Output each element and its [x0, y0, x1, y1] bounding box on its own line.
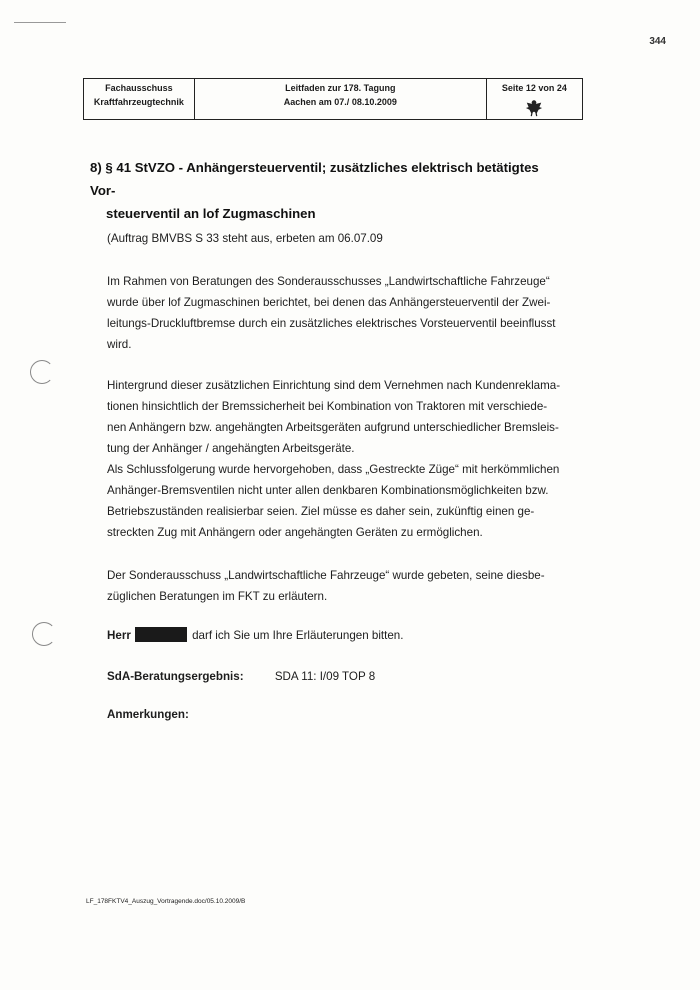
- text-line: nen Anhängern bzw. angehängten Arbeitsgeräten aufgrund unterschiedlicher Bremsleis-: [107, 421, 559, 434]
- assignment-text: (Auftrag BMVBS S 33 steht aus, erbeten am 06.07.09: [107, 232, 383, 245]
- section-title-line1: 8) § 41 StVZO - Anhängersteuerventil; zusätzliches elektrisch betätigtes Vor-: [90, 160, 539, 198]
- remarks-heading: Anmerkungen:: [107, 708, 189, 721]
- text-line: Als Schlussfolgerung wurde hervorgehoben, dass „Gestreckte Züge“ mit herkömmlichen: [107, 463, 560, 476]
- text-line: Der Sonderausschuss „Landwirtschaftliche Fahrzeuge“ wurde gebeten, seine diesbe-: [107, 569, 545, 582]
- committee-line2: Kraftfahrzeugtechnik: [93, 97, 184, 107]
- footer-file-path: LF_178FKTV4_Auszug_Vortragende.doc/05.10.2009/B: [86, 898, 246, 905]
- committee-cell: [84, 79, 195, 120]
- punch-hole-mark: [32, 622, 56, 646]
- page-cell: [486, 79, 582, 120]
- text-line: wird.: [107, 338, 132, 351]
- document-header: [83, 78, 583, 120]
- paragraph-request: [107, 565, 577, 607]
- redacted-name: [135, 627, 187, 642]
- meeting-cell: [194, 79, 486, 120]
- meeting-line1: Leitfaden zur 178. Tagung: [285, 83, 396, 93]
- paragraph-background-1: [107, 271, 577, 355]
- section-title: [90, 156, 560, 225]
- text-line: Hintergrund dieser zusätzlichen Einrichtung sind dem Vernehmen nach Kundenreklama-: [107, 379, 561, 392]
- text-line: leitungs-Druckluftbremse durch ein zusätzliches elektrisches Vorsteuerventil beeinflusst: [107, 317, 556, 330]
- meeting-line2: Aachen am 07./ 08.10.2009: [283, 97, 397, 107]
- text-line: Betriebszuständen realisierbar seien. Ziel müsse es daher sein, zukünftig einen ge-: [107, 505, 535, 518]
- page-number: 344: [649, 36, 666, 47]
- federal-eagle-icon: [525, 99, 543, 117]
- paragraph-background-2: [107, 375, 577, 543]
- text-line: Anhänger-Bremsventilen nicht unter allen denkbaren Kombinationsmöglichkeiten bzw.: [107, 484, 549, 497]
- top-scan-line: [14, 22, 66, 23]
- section-title-line2: steuerventil an lof Zugmaschinen: [106, 206, 316, 221]
- invitation-text: darf ich Sie um Ihre Erläuterungen bitten.: [192, 629, 404, 642]
- result-label: SdA-Beratungsergebnis:: [107, 670, 244, 683]
- text-line: streckten Zug mit Anhängern oder angehängten Geräten zu ermöglichen.: [107, 526, 483, 539]
- text-line: züglichen Beratungen im FKT zu erläutern.: [107, 590, 328, 603]
- text-line: Im Rahmen von Beratungen des Sonderausschusses „Landwirtschaftliche Fahrzeuge“: [107, 275, 550, 288]
- punch-hole-mark: [30, 360, 54, 384]
- page-of: Seite 12 von 24: [501, 83, 567, 93]
- speaker-invitation: [107, 625, 577, 646]
- assignment-note: [107, 228, 577, 249]
- salutation: Herr: [107, 629, 131, 642]
- result-value: SDA 11: I/09 TOP 8: [274, 670, 376, 683]
- result-row: [107, 666, 577, 687]
- committee-line1: Fachausschuss: [105, 83, 173, 93]
- text-line: tionen hinsichtlich der Bremssicherheit bei Kombination von Traktoren mit verschiede-: [107, 400, 548, 413]
- text-line: wurde über lof Zugmaschinen berichtet, bei denen das Anhängersteuerventil der Zwei-: [107, 296, 551, 309]
- text-line: tung der Anhänger / angehängten Arbeitsgeräte.: [107, 442, 355, 455]
